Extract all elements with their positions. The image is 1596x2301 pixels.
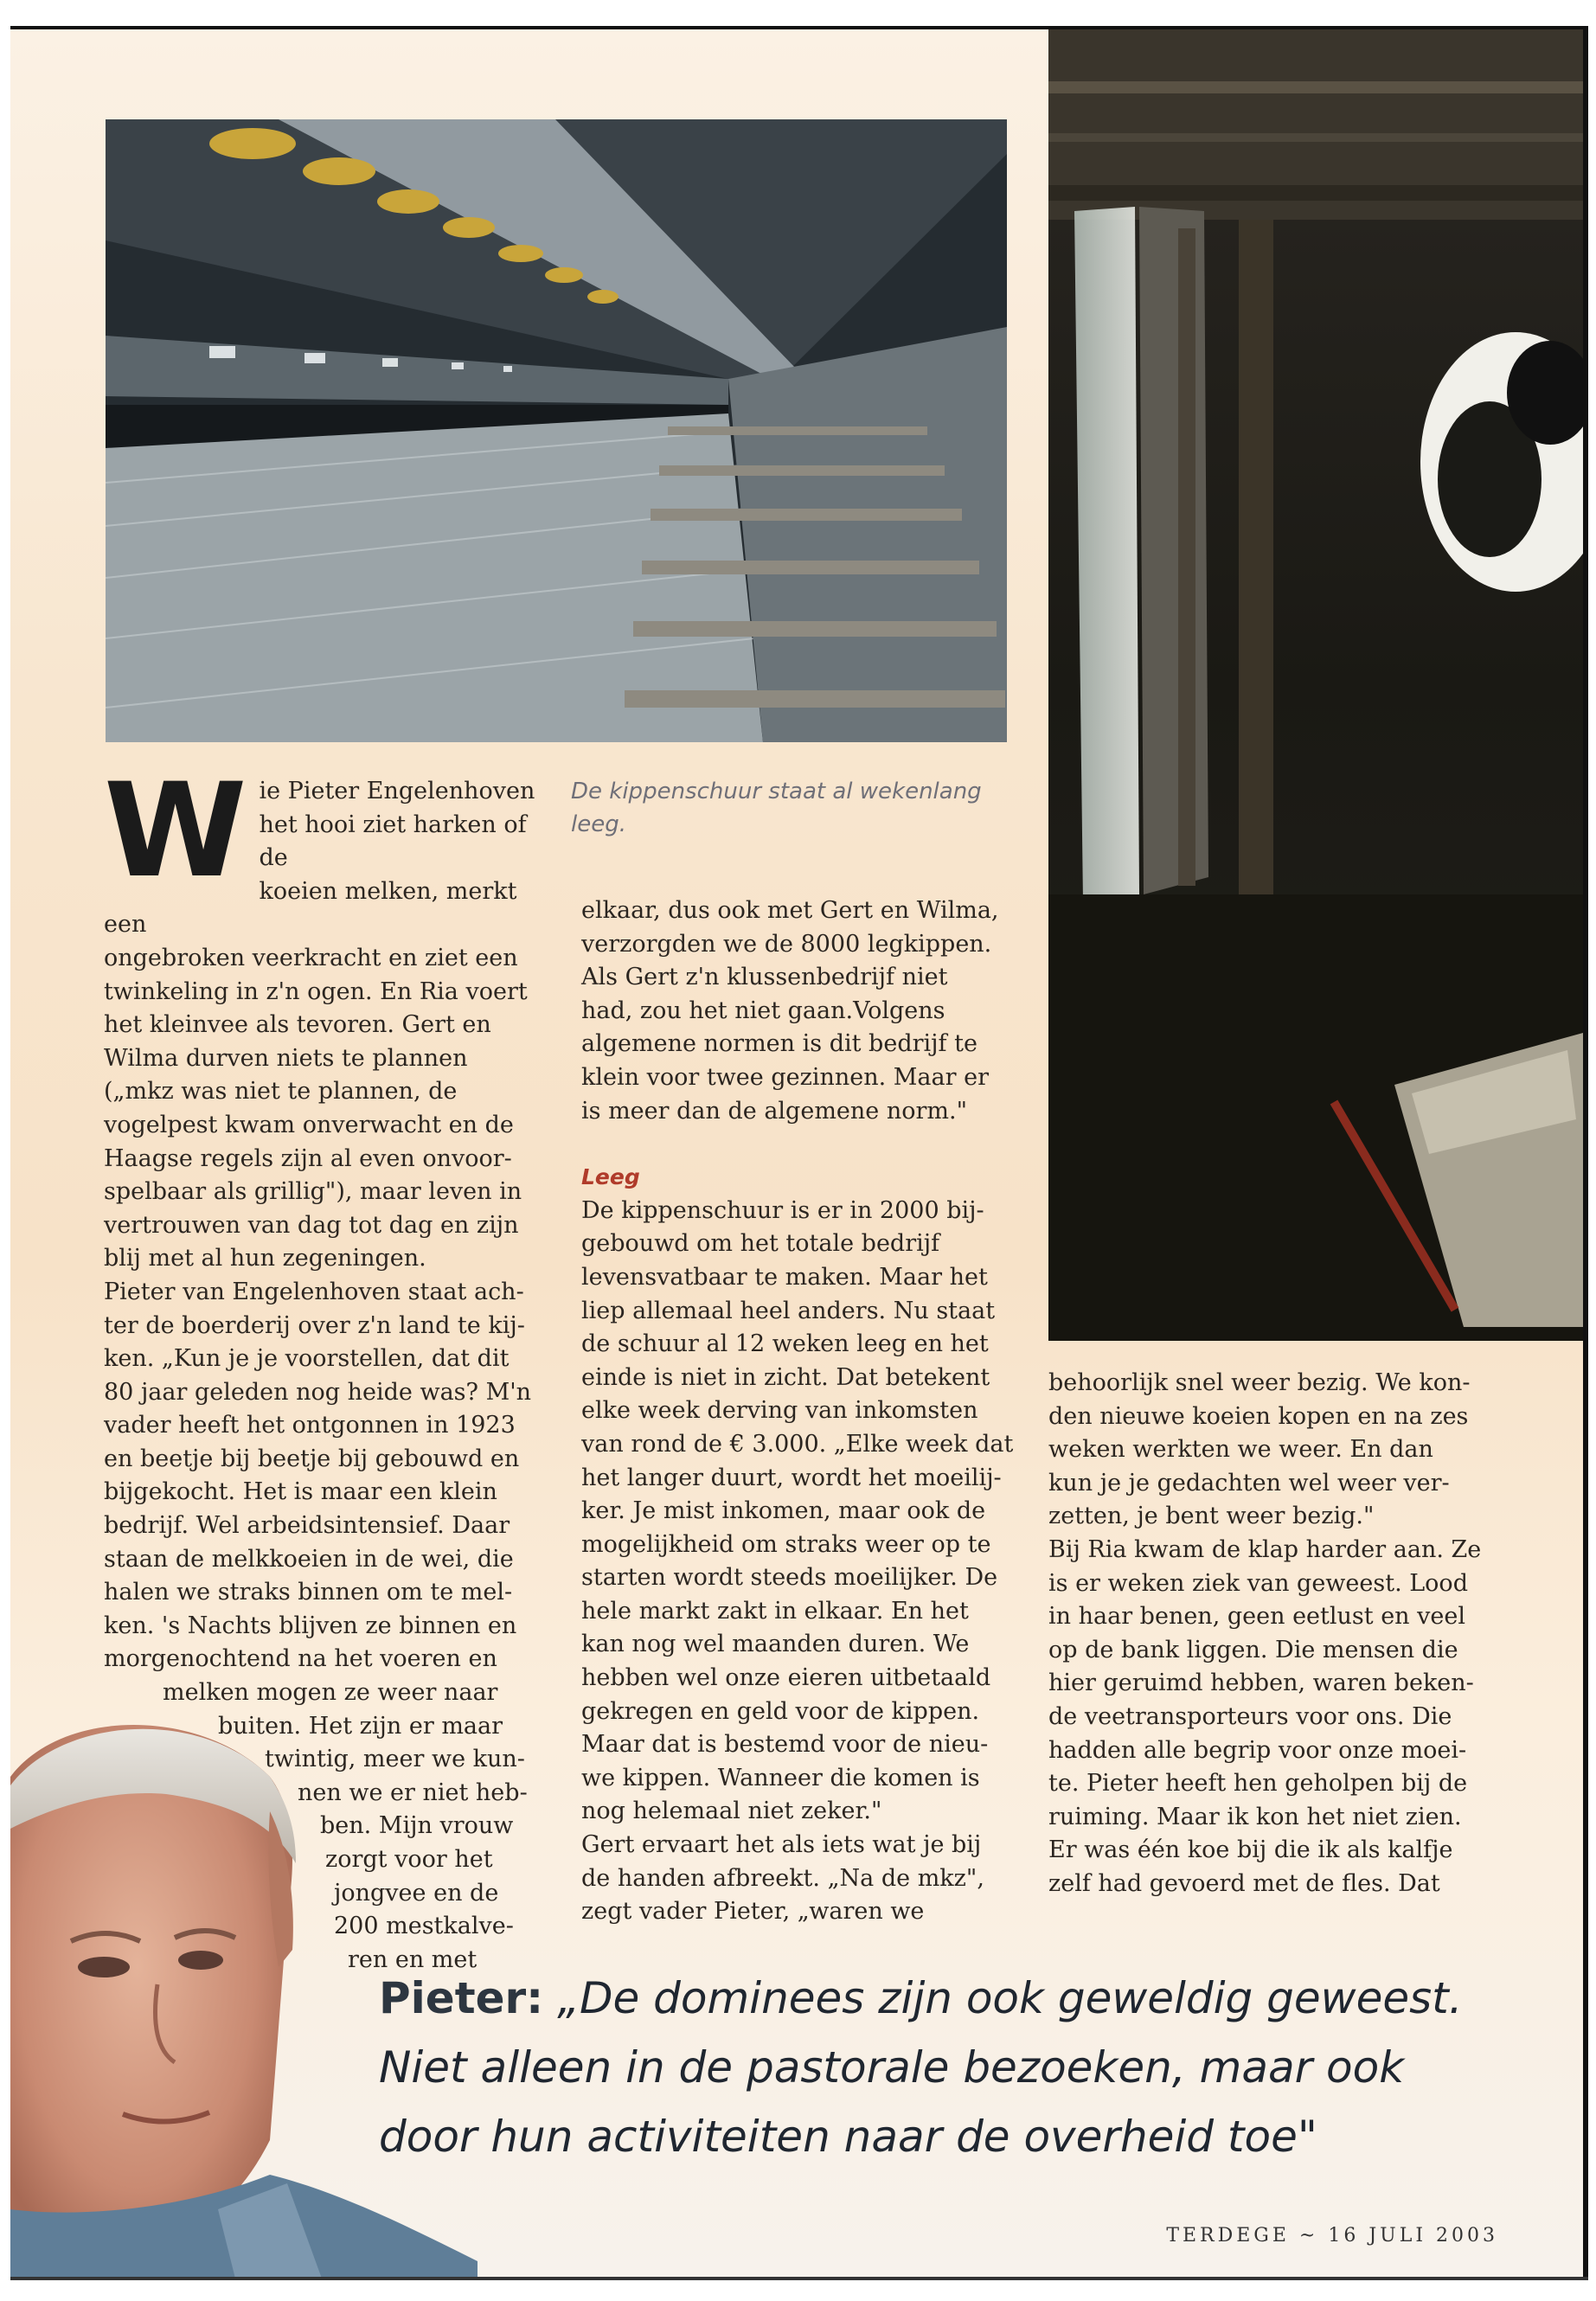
col1-line: staan de melkkoeien in de wei, die — [104, 1545, 514, 1573]
col1-line: morgenochtend na het voeren en — [104, 1645, 497, 1673]
col3-line: behoorlijk snel weer bezig. We kon- — [1048, 1369, 1471, 1396]
photo-caption: De kippenschuur staat al wekenlang leeg. — [571, 779, 982, 837]
col1-line: spelbaar als grillig"), maar leven in — [104, 1178, 522, 1206]
col2-line: zegt vader Pieter, „waren we — [581, 1898, 925, 1926]
col2-line: Gert ervaart het als iets wat je bij — [581, 1831, 982, 1859]
drop-cap: W — [104, 756, 247, 907]
col1-line: Haagse regels zijn al even onvoor- — [104, 1144, 512, 1172]
col1-line: koeien melken, merkt een — [104, 877, 517, 939]
col3-line: op de bank liggen. Die mensen die — [1048, 1636, 1458, 1663]
col1-line: twinkeling in z'n ogen. En Ria voert — [104, 977, 528, 1005]
article-column-3 — [1048, 1367, 1498, 1901]
pull-quote — [379, 1964, 1469, 2171]
col1-line: bedrijf. Wel arbeidsintensief. Daar — [104, 1512, 510, 1540]
col1-line: ter de boerderij over z'n land te kij- — [104, 1311, 525, 1339]
col2-line: van rond de € 3.000. „Elke week dat — [581, 1430, 1014, 1458]
col1-line: en beetje bij beetje bij gebouwd en — [104, 1445, 520, 1472]
col3-line: in haar benen, geen eetlust en veel — [1048, 1603, 1465, 1631]
col3-line: Bij Ria kwam de klap harder aan. Ze — [1048, 1535, 1482, 1563]
col2-line: hebben wel onze eieren uitbetaald — [581, 1664, 991, 1692]
col3-line: is er weken ziek van geweest. Lood — [1048, 1569, 1468, 1597]
quote-text: „De dominees zijn ook geweldig geweest. Niet alleen in de pastorale bezoeken, maar ook door hun activiteiten naar de overheid toe" — [379, 1973, 1463, 2162]
page-border-top — [10, 26, 1583, 29]
col2-line: de schuur al 12 weken leeg en het — [581, 1330, 989, 1358]
col3-line: hadden alle begrip voor onze moei- — [1048, 1736, 1467, 1764]
col3-line: weken werkten we weer. En dan — [1048, 1436, 1433, 1464]
col1-line: ongebroken veerkracht en ziet een — [104, 944, 518, 971]
col3-line: zetten, je bent weer bezig." — [1048, 1503, 1375, 1530]
col3-line: hier geruimd hebben, waren beken- — [1048, 1670, 1474, 1697]
col1-line: ken. „Kun je je voorstellen, dat dit — [104, 1345, 510, 1373]
col1-line: blij met al hun zegeningen. — [104, 1245, 426, 1272]
section-subhead: Leeg — [581, 1164, 640, 1190]
col2-line: ker. Je mist inkomen, maar ook de — [581, 1497, 986, 1525]
col2-line: verzorgden we de 8000 legkippen. — [581, 930, 992, 958]
col2-line: had, zou het niet gaan.Volgens — [581, 997, 945, 1024]
col3-line: de veetransporteurs voor ons. Die — [1048, 1702, 1452, 1730]
col1-line: ken. 's Nachts blijven ze binnen en — [104, 1612, 517, 1639]
page-border-bottom — [10, 2277, 1588, 2280]
col2-line: starten wordt steeds moeilijker. De — [581, 1564, 998, 1592]
col2-line: kan nog wel maanden duren. We — [581, 1631, 970, 1658]
col2-line: mogelijkheid om straks weer op te — [581, 1530, 991, 1558]
magazine-page — [10, 29, 1583, 2279]
col1-line: zorgt voor het — [325, 1846, 493, 1873]
col2-line: levensvatbaar te maken. Maar het — [581, 1263, 988, 1291]
page-footer: TERDEGE ~ 16 JULI 2003 — [1166, 2225, 1498, 2247]
col2-line: liep allemaal heel anders. Nu staat — [581, 1297, 996, 1324]
col1-line: Wilma durven niets te plannen — [104, 1044, 468, 1072]
col1-line: buiten. Het zijn er maar — [218, 1712, 503, 1740]
quote-speaker: Pieter: — [379, 1973, 544, 2023]
col1-line: vogelpest kwam onverwacht en de — [104, 1111, 514, 1138]
stable-photo — [1048, 29, 1583, 1341]
col2-line: elkaar, dus ook met Gert en Wilma, — [581, 897, 999, 924]
col3-line: ruiming. Maar ik kon het niet zien. — [1048, 1803, 1462, 1830]
col1-line: halen we straks binnen om te mel- — [104, 1579, 513, 1606]
col1-line: ie Pieter Engelenhoven — [259, 778, 535, 804]
col3-line: zelf had gevoerd met de fles. Dat — [1048, 1869, 1440, 1897]
col2-line: De kippenschuur is er in 2000 bij- — [581, 1196, 984, 1224]
col3-line: te. Pieter heeft hen geholpen bij de — [1048, 1770, 1468, 1798]
col2-line: klein voor twee gezinnen. Maar er — [581, 1063, 989, 1091]
col2-line: einde is niet in zicht. Dat betekent — [581, 1363, 990, 1391]
col1-line: jongvee en de — [334, 1879, 499, 1907]
col1-line: vertrouwen van dag tot dag en zijn — [104, 1211, 519, 1239]
col2-line: Maar dat is bestemd voor de nieu- — [581, 1731, 989, 1759]
col1-line: Pieter van Engelenhoven staat ach- — [104, 1278, 524, 1305]
col2-line: hele markt zakt in elkaar. En het — [581, 1597, 969, 1625]
col2-line: gekregen en geld voor de kippen. — [581, 1697, 980, 1725]
col1-line: („mkz was niet te plannen, de — [104, 1078, 458, 1106]
col1-line: melken mogen ze weer naar — [163, 1679, 498, 1707]
col2-line: is meer dan de algemene norm." — [581, 1097, 968, 1125]
col1-line: 80 jaar geleden nog heide was? M'n — [104, 1378, 532, 1406]
page-border-right — [1583, 26, 1588, 2279]
col1-line: nen we er niet heb- — [298, 1779, 528, 1806]
col1-line: twintig, meer we kun- — [265, 1746, 525, 1773]
col3-line: den nieuwe koeien kopen en na zes — [1048, 1402, 1469, 1430]
col2-line: gebouwd om het totale bedrijf — [581, 1230, 940, 1258]
col2-line: algemene normen is dit bedrijf te — [581, 1030, 977, 1058]
col2-line: we kippen. Wanneer die komen is — [581, 1764, 980, 1791]
col1-line: het kleinvee als tevoren. Gert en — [104, 1011, 491, 1039]
col2-line: de handen afbreekt. „Na de mkz", — [581, 1864, 984, 1892]
col3-line: kun je je gedachten wel weer ver- — [1048, 1469, 1450, 1497]
col2-line: Als Gert z'n klussenbedrijf niet — [581, 964, 948, 991]
article-column-2 — [581, 894, 1031, 1929]
col1-line: het hooi ziet harken of de — [259, 811, 527, 872]
col1-line: bijgekocht. Het is maar een klein — [104, 1478, 497, 1506]
col2-line: nog helemaal niet zeker." — [581, 1798, 882, 1825]
col1-line: ren en met — [348, 1945, 478, 1973]
col1-line: 200 mestkalve- — [334, 1913, 514, 1940]
col2-line: elke week derving van inkomsten — [581, 1397, 978, 1425]
col1-line: ben. Mijn vrouw — [320, 1812, 514, 1840]
col3-line: Er was één koe bij die ik als kalfje — [1048, 1836, 1453, 1864]
chicken-barn-photo — [106, 119, 1007, 742]
col2-line: het langer duurt, wordt het moeilij- — [581, 1464, 1002, 1491]
col1-line: vader heeft het ontgonnen in 1923 — [104, 1412, 516, 1439]
